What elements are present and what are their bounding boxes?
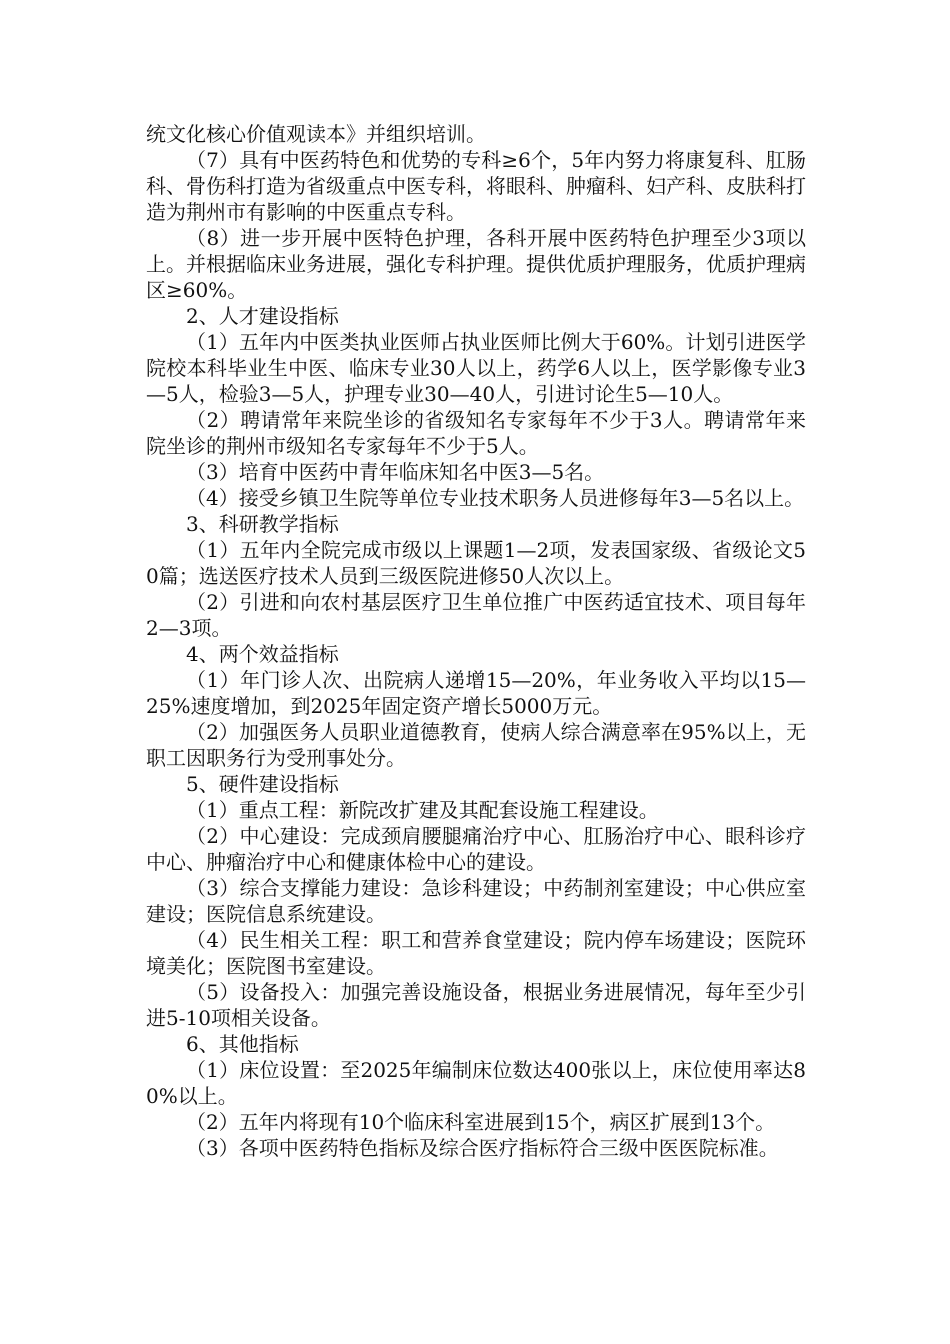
paragraph-item: （2）引进和向农村基层医疗卫生单位推广中医药适宜技术、项目每年2—3项。 <box>146 590 806 640</box>
paragraph-item: （2）聘请常年来院坐诊的省级知名专家每年不少于3人。聘请常年来院坐诊的荆州市级知名专家每年不少于5人。 <box>146 408 806 458</box>
document-body <box>146 121 806 1161</box>
section-heading: 3、科研教学指标 <box>186 512 339 536</box>
section-heading: 6、其他指标 <box>186 1032 299 1056</box>
paragraph-item: （1）五年内中医类执业医师占执业医师比例大于60%。计划引进医学院校本科毕业生中医、临床专业30人以上，药学6人以上，医学影像专业3—5人，检验3—5人，护理专业30—40人，引进讨论生5—10人。 <box>146 330 806 406</box>
paragraph-item: （2）中心建设：完成颈肩腰腿痛治疗中心、肛肠治疗中心、眼科诊疗中心、肿瘤治疗中心和健康体检中心的建设。 <box>146 824 806 874</box>
paragraph-item: （2）五年内将现有10个临床科室进展到15个，病区扩展到13个。 <box>186 1110 776 1134</box>
paragraph-continuation: 统文化核心价值观读本》并组织培训。 <box>146 122 486 146</box>
paragraph-item: （1）床位设置：至2025年编制床位数达400张以上，床位使用率达80%以上。 <box>146 1058 806 1108</box>
paragraph-item: （3）培育中医药中青年临床知名中医3—5名。 <box>186 460 605 484</box>
paragraph-item: （3）各项中医药特色指标及综合医疗指标符合三级中医医院标准。 <box>186 1136 779 1160</box>
section-heading: 5、硬件建设指标 <box>186 772 339 796</box>
paragraph-item: （1）年门诊人次、出院病人递增15—20%，年业务收入平均以15—25%速度增加，到2025年固定资产增长5000万元。 <box>146 668 806 718</box>
paragraph-item: （5）设备投入：加强完善设施设备，根据业务进展情况，每年至少引进5-10项相关设备。 <box>146 980 806 1030</box>
paragraph-item: （4）接受乡镇卫生院等单位专业技术职务人员进修每年3—5名以上。 <box>186 486 805 510</box>
paragraph-item: （3）综合支撑能力建设：急诊科建设；中药制剂室建设；中心供应室建设；医院信息系统建设。 <box>146 876 806 926</box>
section-heading: 4、两个效益指标 <box>186 642 339 666</box>
paragraph-item: （7）具有中医药特色和优势的专科≥6个，5年内努力将康复科、肛肠科、骨伤科打造为省级重点中医专科，将眼科、肿瘤科、妇产科、皮肤科打造为荆州市有影响的中医重点专科。 <box>146 148 806 224</box>
paragraph-item: （2）加强医务人员职业道德教育，使病人综合满意率在95%以上，无职工因职务行为受刑事处分。 <box>146 720 806 770</box>
paragraph-item: （8）进一步开展中医特色护理，各科开展中医药特色护理至少3项以上。并根据临床业务进展，强化专科护理。提供优质护理服务，优质护理病区≥60%。 <box>146 226 806 302</box>
paragraph-item: （4）民生相关工程：职工和营养食堂建设；院内停车场建设；医院环境美化；医院图书室建设。 <box>146 928 806 978</box>
paragraph-item: （1）重点工程：新院改扩建及其配套设施工程建设。 <box>186 798 659 822</box>
paragraph-item: （1）五年内全院完成市级以上课题1—2项，发表国家级、省级论文50篇；选送医疗技术人员到三级医院进修50人次以上。 <box>146 538 806 588</box>
section-heading: 2、人才建设指标 <box>186 304 339 328</box>
